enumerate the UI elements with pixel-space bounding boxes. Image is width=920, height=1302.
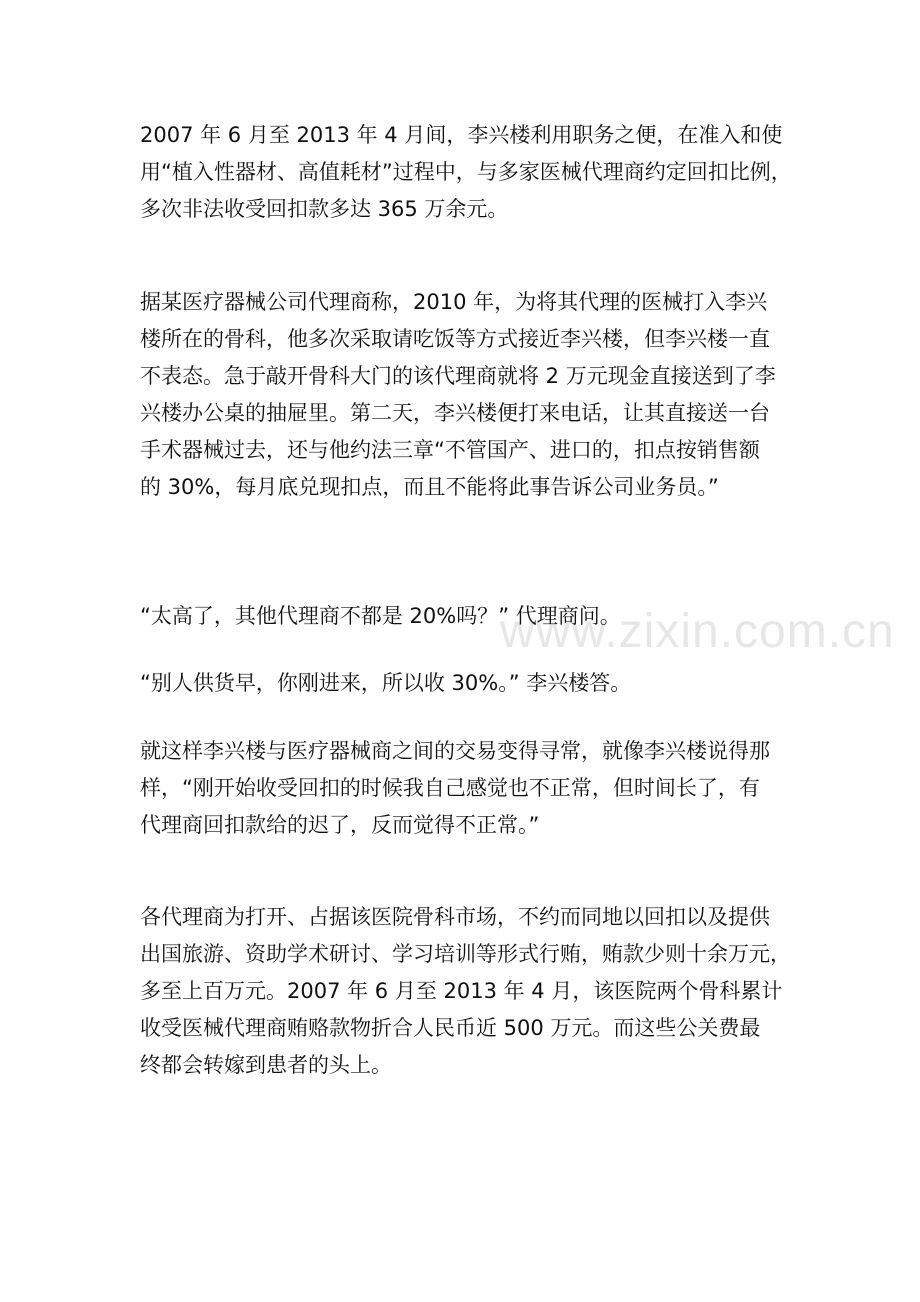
text-line: 的 30%，每月底兑现扣点，而且不能将此事告诉公司业务员。” (140, 475, 719, 499)
text-line: 收受医械代理商贿赂款物折合人民币近 500 万元。而这些公关费最 (140, 1016, 761, 1040)
paragraph-4 (140, 665, 790, 702)
text-line: 不表态。急于敲开骨科大门的该代理商就将 2 万元现金直接送到了李 (140, 364, 776, 388)
text-line: 出国旅游、资助学术研讨、学习培训等形式行贿，贿款少则十余万元， (140, 942, 791, 966)
text-line: 终都会转嫁到患者的头上。 (140, 1053, 392, 1077)
text-line: 就这样李兴楼与医疗器械商之间的交易变得寻常，就像李兴楼说得那 (140, 739, 770, 763)
watermark: www.zixin.com.cn (500, 605, 895, 658)
text-line: “太高了，其他代理商不都是 20%吗？” 代理商问。 (140, 604, 621, 628)
text-line: 样，“刚开始收受回扣的时候我自己感觉也不正常，但时间长了，有 (140, 776, 760, 800)
paragraph-5 (140, 733, 790, 844)
paragraph-2 (140, 284, 790, 506)
paragraph-1 (140, 117, 790, 228)
text-line: 据某医疗器械公司代理商称，2010 年，为将其代理的医械打入李兴 (140, 290, 768, 314)
text-line: 手术器械过去，还与他约法三章“不管国产、进口的，扣点按销售额 (140, 438, 760, 462)
text-line: 2007 年 6 月至 2013 年 4 月间，李兴楼利用职务之便，在准入和使 (140, 123, 783, 147)
text-line: 楼所在的骨科，他多次采取请吃饭等方式接近李兴楼，但李兴楼一直 (140, 327, 770, 351)
text-line: 多次非法收受回扣款多达 365 万余元。 (140, 197, 509, 221)
text-line: “别人供货早，你刚进来，所以收 30%。” 李兴楼答。 (140, 671, 632, 695)
text-line: 兴楼办公桌的抽屉里。第二天，李兴楼便打来电话，让其直接送一台 (140, 401, 770, 425)
text-line: 各代理商为打开、占据该医院骨科市场，不约而同地以回扣以及提供 (140, 905, 770, 929)
text-line: 代理商回扣款给的迟了，反而觉得不正常。” (140, 813, 540, 837)
text-line: 多至上百万元。2007 年 6 月至 2013 年 4 月，该医院两个骨科累计 (140, 979, 783, 1003)
paragraph-6 (140, 899, 790, 1084)
text-line: 用“植入性器材、高值耗材”过程中，与多家医械代理商约定回扣比例， (140, 160, 792, 184)
